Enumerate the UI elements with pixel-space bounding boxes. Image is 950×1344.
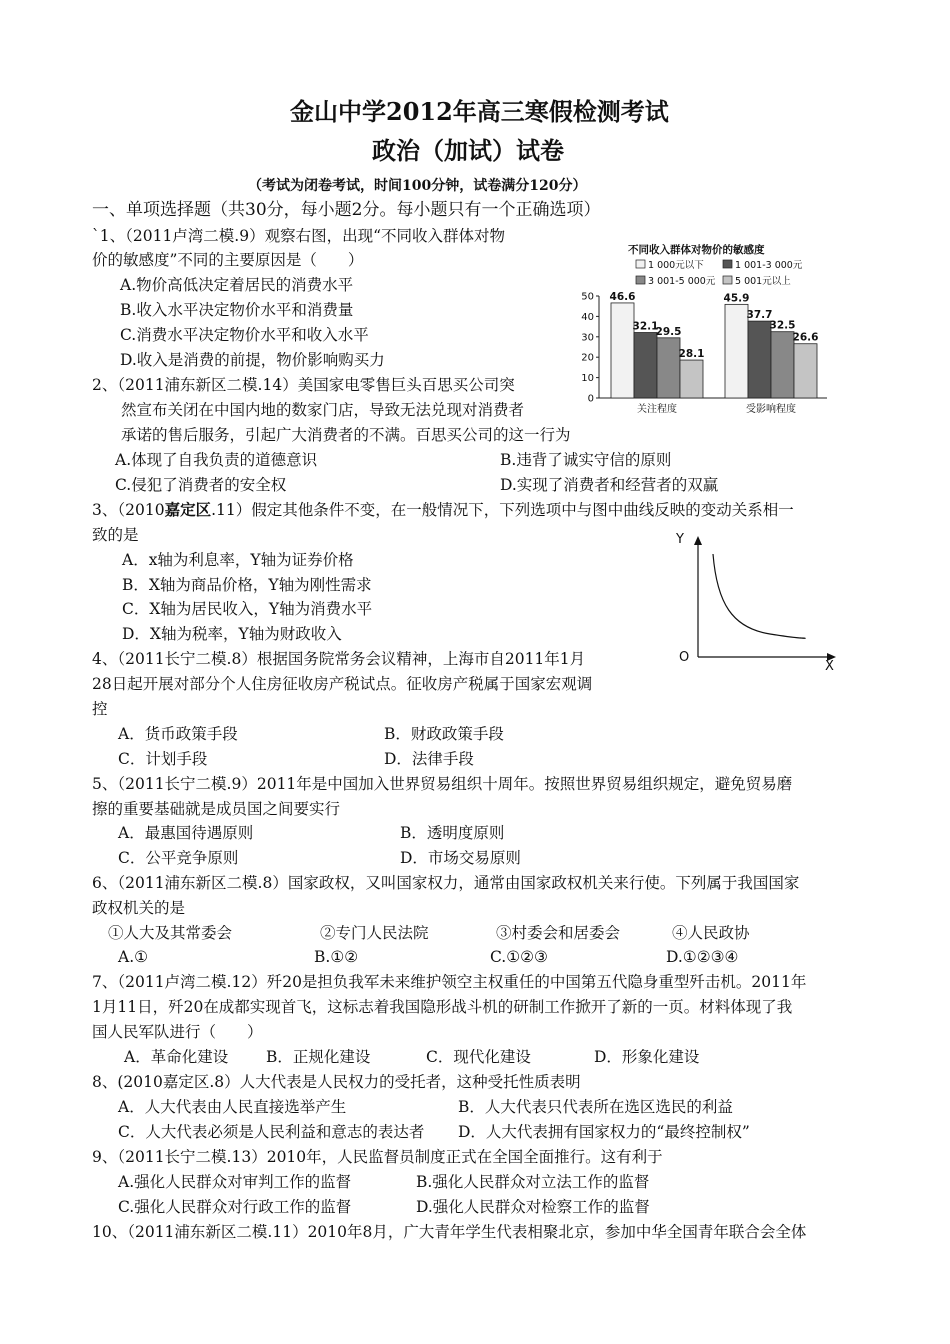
q6-item-2: ②专门人民法院 — [320, 924, 429, 942]
q3-option-d: D．X轴为税率，Y轴为财政收入 — [122, 625, 342, 643]
exam-note: （考试为闭卷考试，时间100分钟，试卷满分120分） — [248, 178, 587, 194]
q2-option-c: C.侵犯了消费者的安全权 — [115, 476, 287, 494]
bar — [794, 344, 817, 398]
q8-line1: 8、(2010嘉定区.8）人大代表是人民权力的受托者，这种受托性质表明 — [92, 1073, 581, 1091]
q7-option-b: B．正规化建设 — [266, 1048, 371, 1066]
exam-title: 金山中学2012年高三寒假检测考试 — [290, 97, 669, 126]
legend-label-1: 1 000元以下 — [648, 260, 704, 271]
origin-label: O — [679, 650, 690, 665]
q6-item-1: ①人大及其常委会 — [108, 924, 233, 942]
chart-yticks — [581, 292, 599, 405]
legend-swatch-2 — [723, 260, 732, 268]
q5-option-c: C．公平竞争原则 — [118, 849, 239, 867]
bar-value-label: 32.5 — [769, 319, 796, 332]
legend-swatch-4 — [723, 276, 732, 284]
q4-line3: 控 — [92, 700, 108, 718]
q7-option-a: A．革命化建设 — [124, 1048, 229, 1066]
q2-option-a: A.体现了自我负责的道德意识 — [115, 451, 318, 469]
q8-option-b: B．人大代表只代表所在选区选民的利益 — [458, 1098, 733, 1116]
q10-line1: 10、（2011浦东新区二模.11）2010年8月，广大青年学生代表相聚北京，参加中华全国青年联合会全体 — [92, 1223, 807, 1241]
q7-option-d: D．形象化建设 — [594, 1048, 700, 1066]
q2-option-d: D.实现了消费者和经营者的双赢 — [500, 476, 719, 494]
bar-value-label: 26.6 — [792, 331, 819, 344]
q7-line1: 7、（2011卢湾二模.12）歼20是担负我军未来维护领空主权重任的中国第五代隐身重型歼击机。2011年 — [92, 973, 807, 991]
q5-option-b: B．透明度原则 — [400, 824, 505, 842]
y-tick-label: 20 — [581, 352, 594, 364]
q9-option-c: C.强化人民群众对行政工作的监督 — [118, 1198, 352, 1216]
bar-value-label: 29.5 — [655, 325, 682, 338]
chart-title: 不同收入群体对物价的敏感度 — [628, 244, 765, 256]
y-axis-arrow — [694, 536, 702, 545]
category-label: 关注程度 — [637, 404, 677, 415]
q3-prefix: 3、（2010 — [92, 501, 165, 519]
q4-option-b: B．财政政策手段 — [384, 725, 504, 743]
q6-line1: 6、（2011浦东新区二模.8）国家政权，又叫国家权力，通常由国家政权机关来行使。下列属于我国国家 — [92, 874, 800, 892]
q7-option-c: C．现代化建设 — [426, 1048, 531, 1066]
q7-line3: 国人民军队进行（ ） — [92, 1023, 263, 1041]
q1-option-d: D.收入是消费的前提，物价影响购买力 — [120, 351, 385, 369]
q3-line2: 致的是 — [92, 526, 139, 544]
y-tick-label: 40 — [581, 311, 594, 323]
x-axis-label: X — [825, 659, 834, 673]
demand-curve-graph — [670, 528, 845, 673]
chart-categories — [637, 402, 796, 415]
q2-line1: 2、（2011浦东新区二模.14）美国家电零售巨头百思买公司突 — [92, 376, 515, 394]
q6-item-4: ④人民政协 — [672, 924, 750, 942]
q5-option-a: A．最惠国待遇原则 — [118, 824, 254, 842]
q9-option-a: A.强化人民群众对审判工作的监督 — [118, 1173, 352, 1191]
q5-line1: 5、（2011长宁二模.9）2011年是中国加入世界贸易组织十周年。按照世界贸易组织规定，避免贸易磨 — [92, 775, 793, 793]
q3-line1 — [92, 499, 794, 521]
q2-line2: 然宣布关闭在中国内地的数家门店，导致无法兑现对消费者 — [121, 401, 525, 419]
q4-option-a: A．货币政策手段 — [118, 725, 238, 743]
chart-legend — [636, 260, 803, 287]
bar — [611, 303, 634, 398]
q3-option-c: C．X轴为居民收入，Y轴为消费水平 — [122, 600, 373, 618]
bar — [634, 333, 657, 398]
sensitivity-bar-chart — [575, 238, 850, 418]
y-tick-label: 10 — [581, 373, 594, 385]
legend-label-2: 1 001-3 000元 — [735, 260, 803, 271]
q1-line2: 价的敏感度”不同的主要原因是（ ） — [92, 251, 364, 269]
bar-value-label: 32.1 — [632, 320, 659, 333]
q1-option-c: C.消费水平决定物价水平和收入水平 — [120, 326, 369, 344]
y-tick-label: 30 — [581, 332, 594, 344]
q7-line2: 1月11日，歼20在成都实现首飞，这标志着我国隐形战斗机的研制工作掀开了新的一页。材料体现了我 — [92, 998, 793, 1016]
exam-subtitle: 政治（加试）试卷 — [372, 136, 564, 165]
bar-value-label: 28.1 — [678, 348, 705, 361]
q5-line2: 擦的重要基础就是成员国之间要实行 — [92, 800, 341, 818]
q9-line1: 9、（2011长宁二模.13）2010年，人民监督员制度正式在全国全面推行。这有利于 — [92, 1148, 663, 1166]
q8-option-d: D．人大代表拥有国家权力的“最终控制权” — [458, 1123, 750, 1141]
bar-value-label: 45.9 — [723, 292, 750, 305]
bar-value-label: 46.6 — [609, 290, 636, 303]
q6-option-d: D.①②③④ — [666, 948, 739, 966]
bar — [748, 321, 771, 398]
q4-option-c: C．计划手段 — [118, 750, 208, 768]
bar — [771, 332, 794, 398]
bar — [680, 360, 703, 398]
q8-option-a: A．人大代表由人民直接选举产生 — [118, 1098, 347, 1116]
q2-line3: 承诺的售后服务，引起广大消费者的不满。百思买公司的这一行为 — [121, 426, 571, 444]
q4-line2: 28日起开展对部分个人住房征收房产税试点。征收房产税属于国家宏观调 — [92, 675, 593, 693]
q3-option-a: A．x轴为利息率，Y轴为证券价格 — [122, 551, 354, 569]
y-tick-label: 50 — [581, 291, 594, 303]
q6-option-c: C.①②③ — [490, 948, 548, 966]
q5-option-d: D．市场交易原则 — [400, 849, 521, 867]
q4-line1: 4、（2011长宁二模.8）根据国务院常务会议精神，上海市自2011年1月 — [92, 650, 586, 668]
legend-label-4: 5 001元以上 — [735, 276, 791, 287]
q6-item-3: ③村委会和居委会 — [496, 924, 621, 942]
q9-option-d: D.强化人民群众对检察工作的监督 — [416, 1198, 650, 1216]
bar — [657, 338, 680, 398]
section-heading: 一、单项选择题（共30分，每小题2分。每小题只有一个正确选项） — [92, 200, 601, 220]
q3-option-b: B．X轴为商品价格，Y轴为刚性需求 — [122, 576, 372, 594]
q3-district: 嘉定区 — [164, 500, 212, 519]
category-label: 受影响程度 — [746, 404, 796, 415]
q4-option-d: D．法律手段 — [384, 750, 474, 768]
legend-swatch-3 — [636, 276, 645, 284]
q2-option-b: B.违背了诚实守信的原则 — [500, 451, 672, 469]
q1-option-b: B.收入水平决定物价水平和消费量 — [120, 301, 354, 319]
q6-option-b: B.①② — [314, 948, 359, 966]
q6-option-a: A.① — [118, 948, 149, 966]
bar — [725, 304, 748, 398]
decreasing-curve — [713, 554, 805, 638]
q9-option-b: B.强化人民群众对立法工作的监督 — [416, 1173, 650, 1191]
q6-line2: 政权机关的是 — [92, 899, 186, 917]
y-axis-label: Y — [676, 532, 684, 547]
q8-option-c: C．人大代表必须是人民利益和意志的表达者 — [118, 1123, 425, 1141]
q1-option-a: A.物价高低决定着居民的消费水平 — [120, 276, 354, 294]
legend-label-3: 3 001-5 000元 — [648, 276, 716, 287]
y-tick-label: 0 — [587, 393, 594, 405]
chart-bars — [611, 303, 817, 398]
q1-line1: `1、（2011卢湾二模.9）观察右图，出现“不同收入群体对物 — [92, 227, 506, 245]
q3-stem: .11）假定其他条件不变，在一般情况下，下列选项中与图中曲线反映的变动关系相一 — [211, 501, 794, 519]
bar-value-label: 37.7 — [746, 309, 773, 322]
legend-swatch-1 — [636, 260, 645, 268]
